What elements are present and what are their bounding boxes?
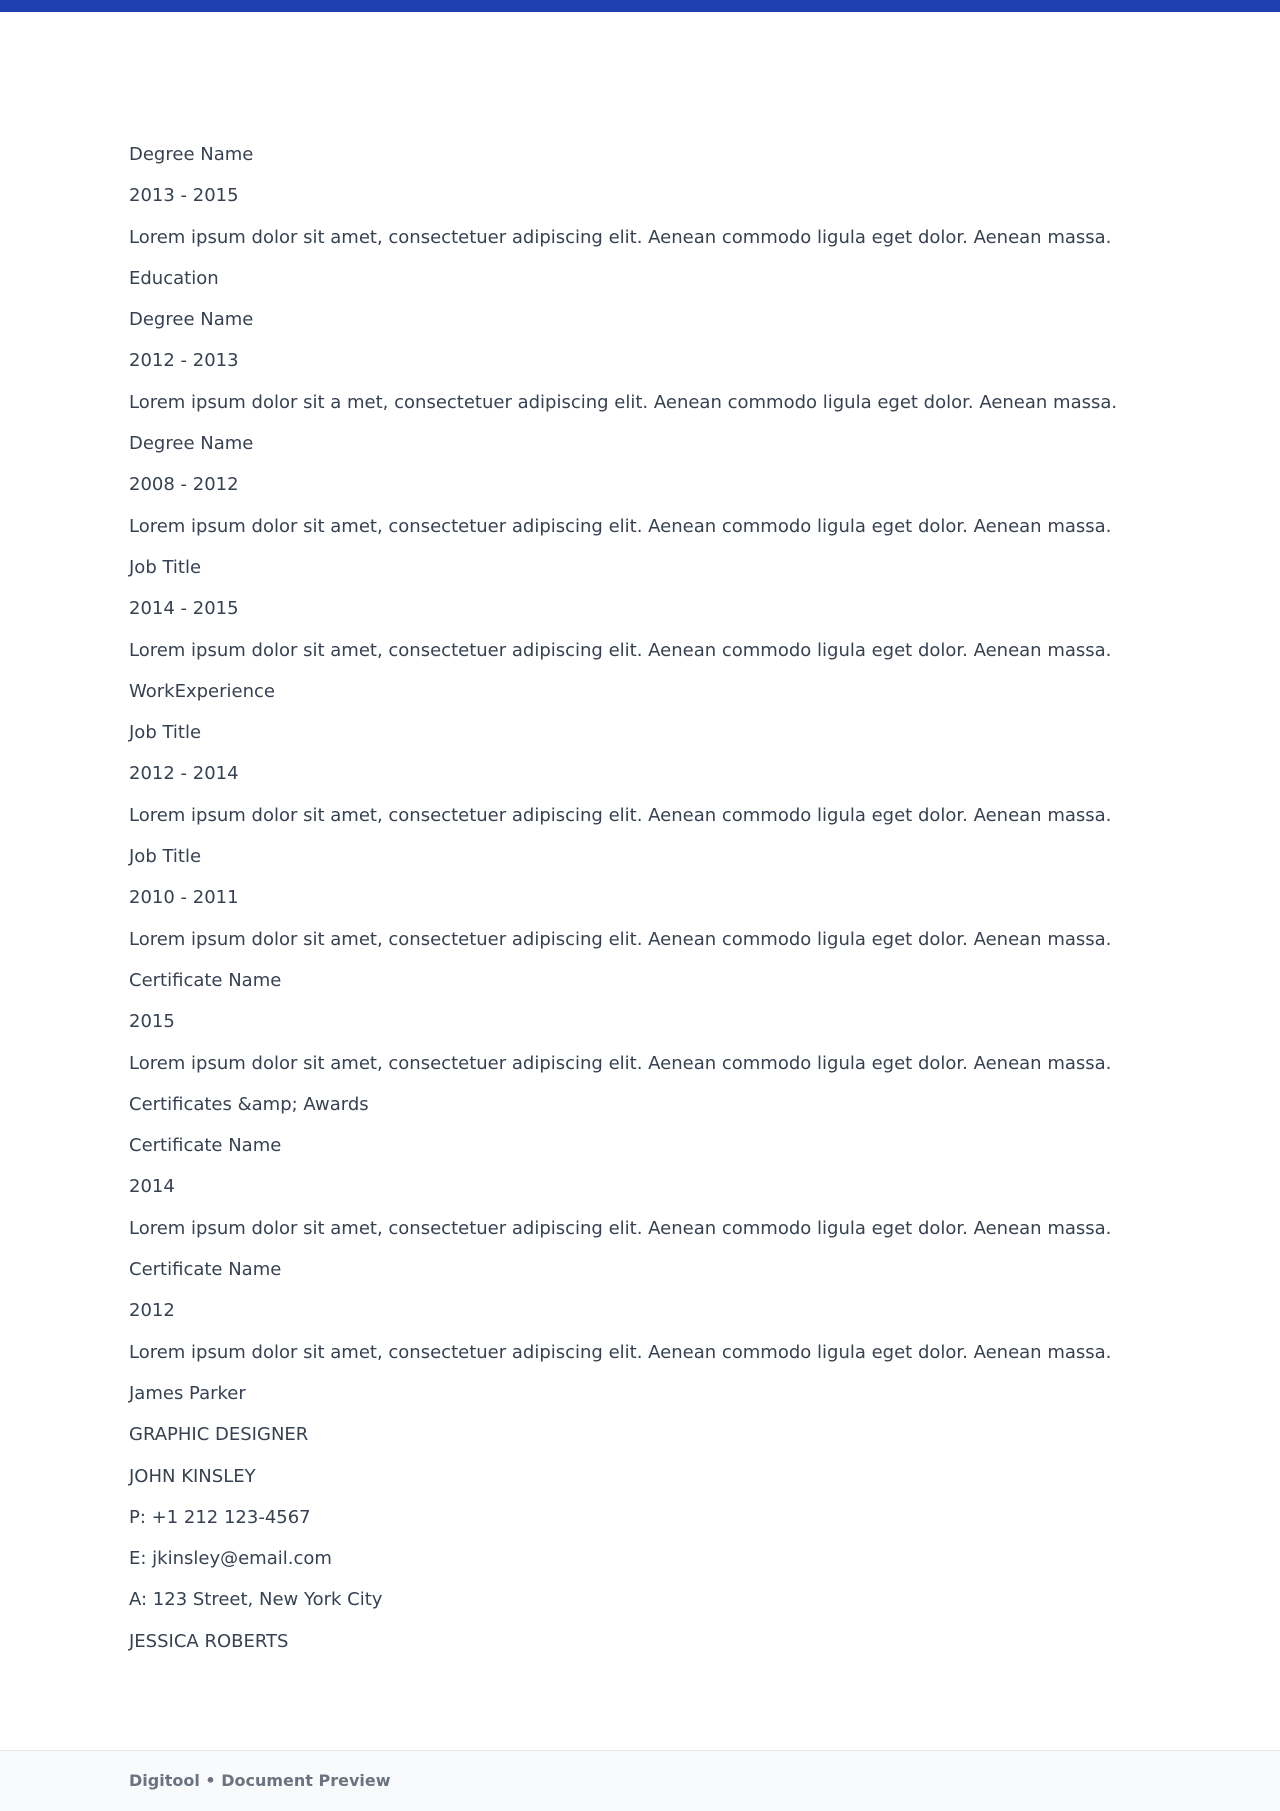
section-heading: Certificates &amp; Awards [129,1093,369,1115]
text-line: Lorem ipsum dolor sit amet, consectetuer adipiscing elit. Aenean commodo ligula eget dolor. Aenean massa. [129,1341,1112,1363]
section-heading: Education [129,267,219,289]
text-line: Job Title [129,556,202,578]
text-line: Lorem ipsum dolor sit amet, consectetuer adipiscing elit. Aenean commodo ligula eget dolor. Aenean massa. [129,804,1112,826]
email-text: E: jkinsley@email.com [129,1548,332,1570]
footer [0,1750,1280,1811]
text-line: Lorem ipsum dolor sit amet, consectetuer adipiscing elit. Aenean commodo ligula eget dolor. Aenean massa. [129,928,1112,950]
text-line: 2014 [129,1176,175,1198]
document-body [129,134,1189,1662]
text-line: 2008 - 2012 [129,474,239,496]
top-accent-bar [0,0,1280,12]
person-title: GRAPHIC DESIGNER [129,1424,309,1446]
text-line: 2012 - 2014 [129,763,239,785]
footer-label: Digitool • Document Preview [129,1771,391,1790]
reference-name: JESSICA ROBERTS [129,1630,289,1652]
text-line: 2010 - 2011 [129,887,239,909]
reference-name: JOHN KINSLEY [129,1465,256,1487]
text-line: 2012 [129,1300,175,1322]
section-heading: WorkExperience [129,680,275,702]
text-line: Job Title [129,846,202,868]
text-line: Certificate Name [129,969,282,991]
text-line: Lorem ipsum dolor sit a met, consectetuer adipiscing elit. Aenean commodo ligula eget dolor. Aenean massa. [129,391,1118,413]
text-line: Degree Name [129,144,254,165]
text-line: Lorem ipsum dolor sit amet, consectetuer adipiscing elit. Aenean commodo ligula eget dolor. Aenean massa. [129,226,1112,248]
text-line: Lorem ipsum dolor sit amet, consectetuer adipiscing elit. Aenean commodo ligula eget dolor. Aenean massa. [129,1052,1112,1074]
person-name: James Parker [129,1382,246,1404]
phone-text: P: +1 212 123-4567 [129,1506,311,1528]
text-line: Lorem ipsum dolor sit amet, consectetuer adipiscing elit. Aenean commodo ligula eget dolor. Aenean massa. [129,515,1112,537]
text-line: 2013 - 2015 [129,185,239,207]
text-line: Degree Name [129,309,254,331]
text-line: 2014 - 2015 [129,598,239,620]
text-line: 2012 - 2013 [129,350,239,372]
text-line: Lorem ipsum dolor sit amet, consectetuer adipiscing elit. Aenean commodo ligula eget dolor. Aenean massa. [129,639,1112,661]
text-line: Certificate Name [129,1135,282,1157]
text-line: Certificate Name [129,1259,282,1281]
text-line: Degree Name [129,433,254,455]
text-line: 2015 [129,1011,175,1033]
address-text: A: 123 Street, New York City [129,1589,383,1611]
text-line: Job Title [129,722,202,744]
text-line: Lorem ipsum dolor sit amet, consectetuer adipiscing elit. Aenean commodo ligula eget dolor. Aenean massa. [129,1217,1112,1239]
